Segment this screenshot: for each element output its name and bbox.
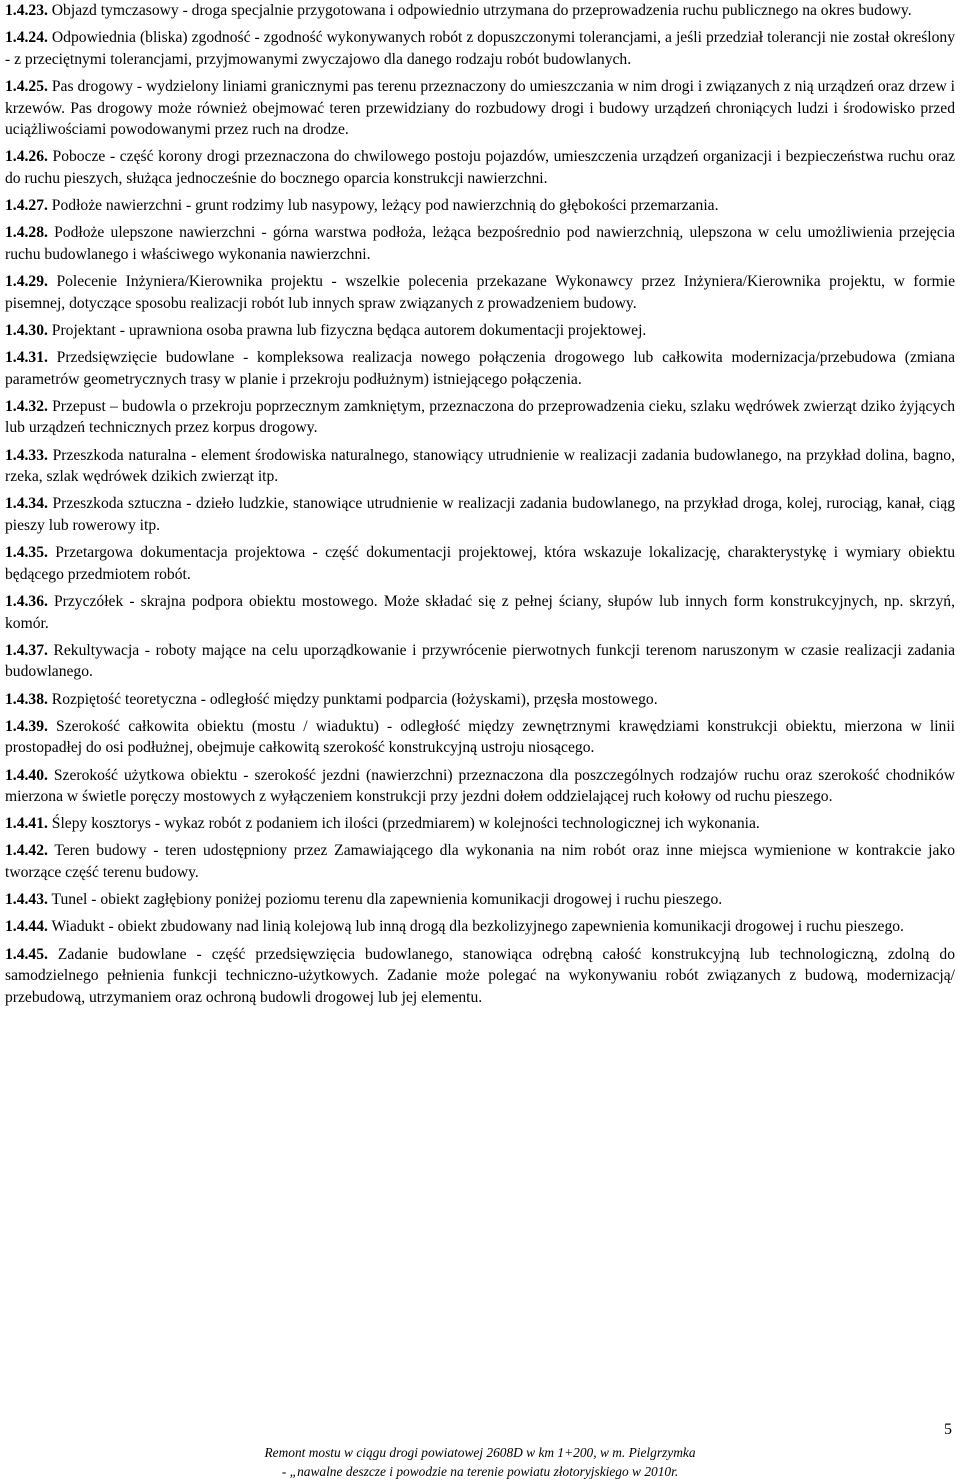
footer-line-2: - „nawalne deszcze i powodzie na terenie powiatu złotoryjskiego w 2010r.: [281, 1464, 679, 1479]
definition-number: 1.4.35.: [5, 544, 48, 562]
definition-number: 1.4.37.: [5, 641, 48, 659]
definition-text: Objazd tymczasowy - droga specjalnie przygotowana i odpowiednio utrzymana do przeprowadzenia ruchu publicznego na okres budowy.: [51, 2, 912, 19]
definition-number: 1.4.42.: [5, 842, 48, 860]
definition-number: 1.4.40.: [5, 766, 48, 784]
definition-number: 1.4.25.: [5, 77, 48, 95]
footer-line-1: Remont mostu w ciągu drogi powiatowej 2608D w km 1+200, w m. Pielgrzymka: [264, 1445, 696, 1460]
definition-number: 1.4.36.: [5, 592, 48, 610]
definition-text: Odpowiednia (bliska) zgodność - zgodność wykonywanych robót z dopuszczonymi tolerancjami, a jeśli przedział tolerancji nie został określony - z przeciętnymi tolerancjami, przyjmowanymi zwyczajowo dla danego rodzaju robót budowlanych.: [5, 29, 955, 68]
definition-number: 1.4.33.: [5, 446, 48, 464]
definition-number: 1.4.26.: [5, 148, 48, 166]
definition-number: 1.4.44.: [5, 918, 48, 936]
definition-item: [5, 271, 955, 314]
definition-text: Przetargowa dokumentacja projektowa - część dokumentacji projektowej, która wskazuje lokalizację, charakterystykę i wymiary obiektu będącego przedmiotem robót.: [5, 544, 955, 583]
definition-text: Przyczółek - skrajna podpora obiektu mostowego. Może składać się z pełnej ściany, słupów lub innych form konstrukcyjnych, np. skrzyń, komór.: [5, 592, 955, 632]
definition-text: Przedsięwzięcie budowlane - kompleksowa realizacja nowego połączenia drogowego lub całkowita modernizacja/przebudowa (zmiana parametrów geometrycznych trasy w planie i przekroju podłużnym) istniejącego połączenia.: [5, 349, 955, 388]
definition-item: [5, 640, 955, 683]
definition-number: 1.4.41.: [5, 815, 48, 833]
definition-item: [5, 689, 955, 711]
definition-item: [5, 396, 955, 439]
definition-text: Rozpiętość teoretyczna - odległość między punktami podparcia (łożyskami), przęsła mostowego.: [51, 690, 658, 708]
definition-text: Wiadukt - obiekt zbudowany nad linią kolejową lub inną drogą dla bezkolizyjnego zapewnienia komunikacji drogowej i ruchu pieszego.: [51, 918, 904, 936]
definition-item: [5, 591, 955, 634]
definition-number: 1.4.31.: [5, 349, 48, 367]
definitions-list: [5, 0, 955, 1014]
definition-number: 1.4.38.: [5, 690, 48, 708]
definition-item: [5, 916, 955, 938]
definition-text: Podłoże ulepszone nawierzchni - górna warstwa podłoża, leżąca bezpośrednio pod nawierzchnią, ulepszona w celu umożliwienia przejęcia ruchu budowlanego i właściwego wykonania nawierzchni.: [5, 224, 955, 263]
definition-item: [5, 146, 955, 189]
definition-item: [5, 445, 955, 488]
definition-number: 1.4.29.: [5, 273, 48, 291]
definition-text: Przeszkoda sztuczna - dzieło ludzkie, stanowiące utrudnienie w realizacji zadania budowlanego, na przykład droga, kolej, rurociąg, kanał, ciąg pieszy lub rowerowy itp.: [5, 495, 955, 534]
definition-text: Polecenie Inżyniera/Kierownika projektu - wszelkie polecenia przekazane Wykonawcy przez Inżyniera/Kierownika projektu, w formie pisemnej, dotyczące sposobu realizacji robót lub innych spraw związanych z prowadzeniem budowy.: [5, 273, 955, 312]
definition-text: Podłoże nawierzchni - grunt rodzimy lub nasypowy, leżący pod nawierzchnią do głębokości przemarzania.: [51, 197, 719, 215]
definition-item: [5, 840, 955, 883]
definition-item: [5, 765, 955, 808]
definition-number: 1.4.28.: [5, 224, 48, 242]
definition-number: 1.4.23.: [5, 2, 48, 19]
definition-item: [5, 944, 955, 1009]
definition-text: Przeszkoda naturalna - element środowiska naturalnego, stanowiący utrudnienie w realizacji zadania budowlanego, na przykład dolina, bagno, rzeka, szlak wędrówek dzikich zwierząt itp.: [5, 446, 955, 486]
definition-text: Ślepy kosztorys - wykaz robót z podaniem ich ilości (przedmiarem) w kolejności technologicznej ich wykonania.: [51, 815, 760, 833]
definition-item: [5, 889, 955, 911]
definition-text: Tunel - obiekt zagłębiony poniżej poziomu terenu dla zapewnienia komunikacji drogowej i ruchu pieszego.: [51, 891, 723, 909]
definition-number: 1.4.30.: [5, 321, 48, 339]
definition-text: Szerokość całkowita obiektu (mostu / wiaduktu) - odległość między zewnętrznymi krawędziami konstrukcji obiektu, mierzona w linii prostopadłej do osi podłużnej, obejmuje całkowitą szerokość konstrukcyjną ustroju niosącego.: [5, 717, 955, 757]
definition-number: 1.4.39.: [5, 717, 48, 735]
definition-number: 1.4.27.: [5, 197, 48, 215]
definition-number: 1.4.34.: [5, 495, 48, 513]
definition-item: [5, 813, 955, 835]
definition-text: Pobocze - część korony drogi przeznaczona do chwilowego postoju pojazdów, umieszczenia urządzeń organizacji i bezpieczeństwa ruchu oraz do ruchu pieszych, służąca jednocześnie do bocznego oparcia konstrukcji nawierzchni.: [5, 148, 955, 187]
definition-item: [5, 320, 955, 342]
page-number: 5: [944, 1421, 952, 1438]
definition-text: Teren budowy - teren udostępniony przez Zamawiającego dla wykonania na nim robót oraz inne miejsca wymienione w kontrakcie jako tworzące część terenu budowy.: [5, 842, 955, 882]
definition-item: [5, 493, 955, 536]
definition-number: 1.4.24.: [5, 29, 48, 47]
definition-item: [5, 542, 955, 585]
definition-text: Pas drogowy - wydzielony liniami granicznymi pas terenu przeznaczony do umieszczania w nim drogi i związanych z nią urządzeń oraz drzew i krzewów. Pas drogowy może również obejmować teren przewidziany do rozbudowy drogi i budowy urządzeń chroniących ludzi i środowisko przed uciążliwościami powodowanymi przez ruch na drodze.: [5, 77, 955, 139]
definition-item: [5, 222, 955, 265]
definition-text: Przepust – budowla o przekroju poprzecznym zamkniętym, przeznaczona do przeprowadzenia cieku, szlaku wędrówek zwierząt dziko żyjących lub urządzeń technicznych przez korpus drogowy.: [5, 397, 955, 437]
definition-item: [5, 0, 955, 22]
definition-text: Rekultywacja - roboty mające na celu uporządkowanie i przywrócenie pierwotnych funkcji terenom naruszonym w czasie realizacji zadania budowlanego.: [5, 641, 955, 681]
definition-text: Szerokość użytkowa obiektu - szerokość jezdni (nawierzchni) przeznaczona dla poszczególnych rodzajów ruchu oraz szerokość chodników mierzona w świetle poręczy mostowych z wyłączeniem konstrukcji przy jezdni dołem oddzielającej ruch kołowy od ruchu pieszego.: [5, 766, 955, 806]
definition-number: 1.4.45.: [5, 945, 48, 963]
definition-item: [5, 27, 955, 70]
definition-number: 1.4.43.: [5, 891, 48, 909]
definition-text: Projektant - uprawniona osoba prawna lub fizyczna będąca autorem dokumentacji projektowej.: [51, 321, 647, 339]
definition-item: [5, 347, 955, 390]
definition-number: 1.4.32.: [5, 397, 48, 415]
definition-item: [5, 716, 955, 759]
definition-text: Zadanie budowlane - część przedsięwzięcia budowlanego, stanowiąca odrębną całość konstrukcyjną lub technologiczną, zdolną do samodzielnego pełnienia funkcji techniczno-użytkowych. Zadanie może polegać na wykonywaniu robót związanych z budową, modernizacją/ przebudową, utrzymaniem oraz ochroną budowli drogowej lub jej elementu.: [5, 945, 955, 1006]
definition-item: [5, 76, 955, 141]
definition-item: [5, 195, 955, 217]
